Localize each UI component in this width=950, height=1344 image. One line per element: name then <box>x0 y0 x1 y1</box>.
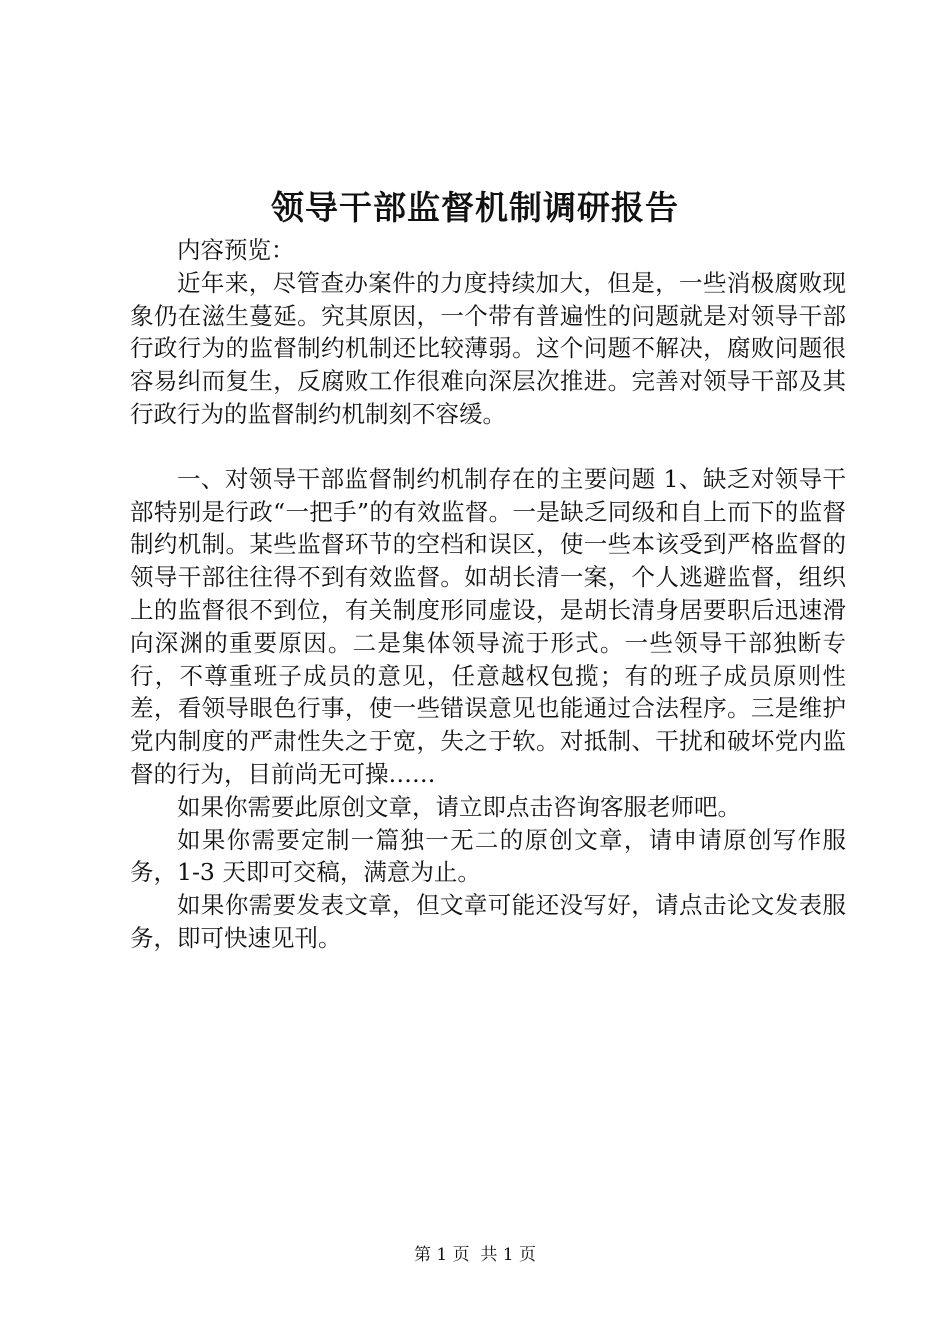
document-title: 领导干部监督机制调研报告 <box>271 188 679 227</box>
preview-label: 内容预览： <box>177 236 295 264</box>
intro-paragraph: 近年来，尽管查办案件的力度持续加大，但是，一些消极腐败现象仍在滋生蔓延。究其原因，一个带有普遍性的问题就是对领导干部行政行为的监督制约机制还比较薄弱。这个问题不解决，腐败问题很容易纠而复生，反腐败工作很难向深层次推进。完善对领导干部及其行政行为的监督制约机制刻不容缓。 <box>130 268 846 428</box>
consult-service-paragraph: 如果你需要此原创文章，请立即点击咨询客服老师吧。 <box>177 792 741 821</box>
custom-writing-paragraph: 如果你需要定制一篇独一无二的原创文章，请申请原创写作服务，1-3 天即可交稿，满意为止。 <box>130 825 846 887</box>
document-body <box>130 234 846 955</box>
publishing-service-paragraph: 如果你需要发表文章，但文章可能还没写好，请点击论文发表服务，即可快速见刊。 <box>130 891 846 952</box>
main-issues-paragraph: 一、对领导干部监督制约机制存在的主要问题 1、缺乏对领导干部特别是行政“一把手”的有效监督。一是缺乏同级和自上而下的监督制约机制。某些监督环节的空档和误区，使一些本该受到严格监督的领导干部往往得不到有效监督。如胡长清一案，个人逃避监督，组织上的监督很不到位，有关制度形同虚设，是胡长清身居要职后迅速滑向深渊的重要原因。二是集体领导流于形式。一些领导干部独断专行，不尊重班子成员的意见，任意越权包揽；有的班子成员原则性差，看领导眼色行事，使一些错误意见也能通过合法程序。三是维护党内制度的严肃性失之于宽，失之于软。对抵制、干扰和破坏党内监督的行为，目前尚无可操…… <box>130 464 846 788</box>
page-footer <box>0 1243 950 1267</box>
page-number: 第 1 页 共 1 页 <box>413 1245 537 1265</box>
